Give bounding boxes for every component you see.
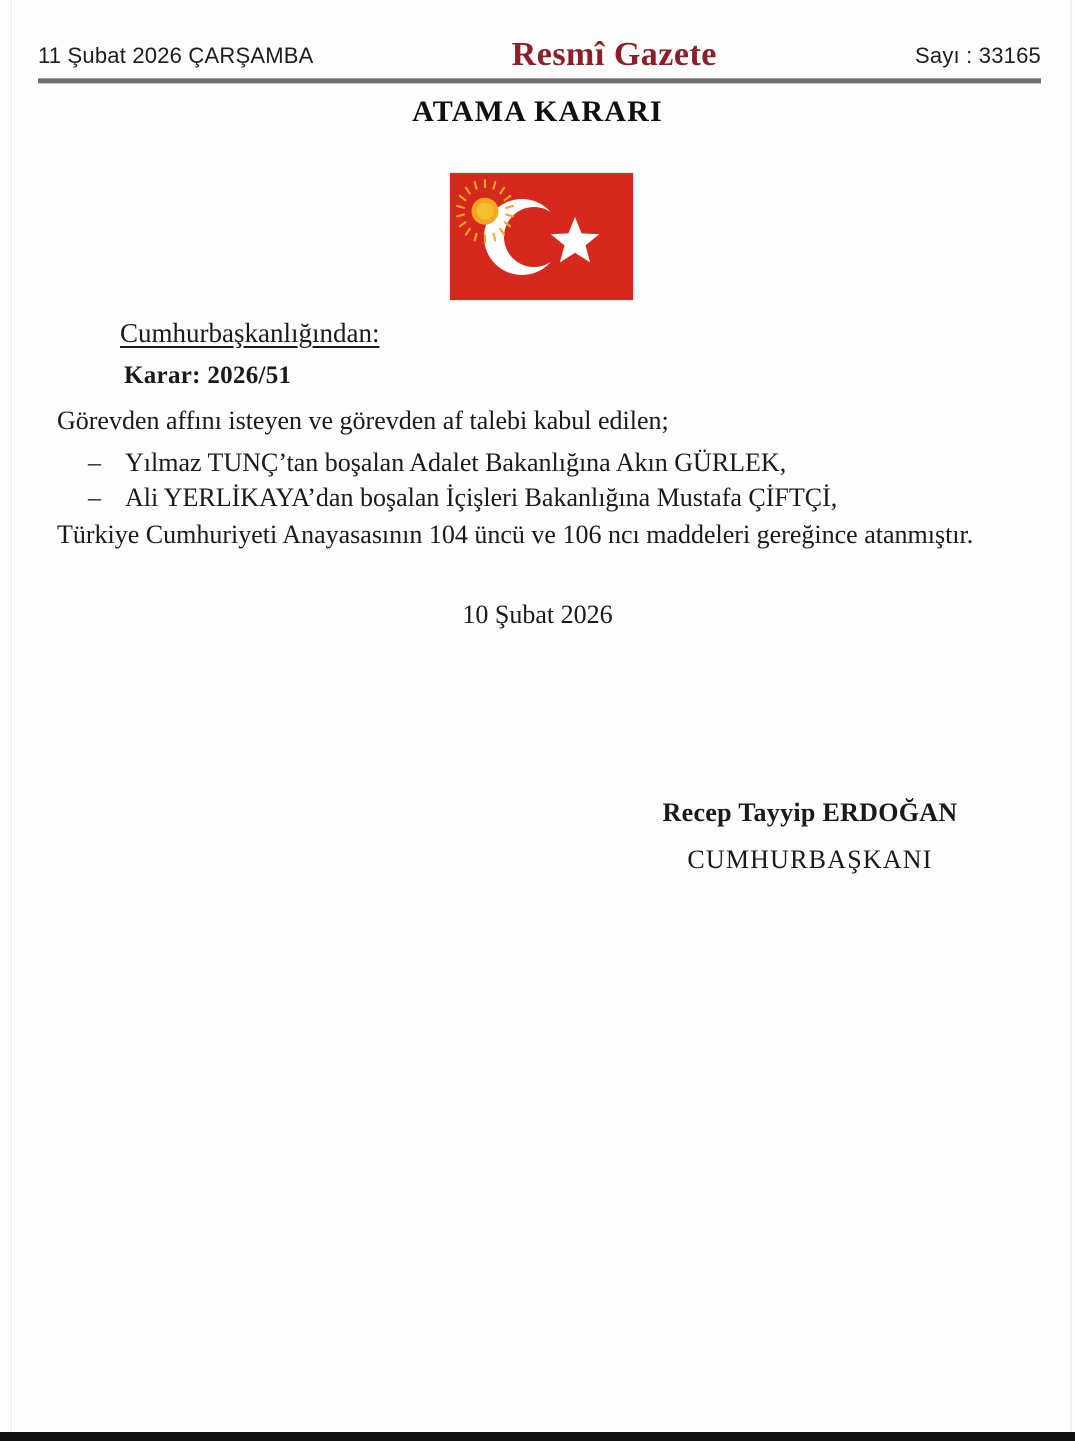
- list-item: [88, 483, 1028, 513]
- intro-paragraph: Görevden affını isteyen ve görevden af talebi kabul edilen;: [57, 406, 669, 435]
- dash-bullet-icon: –: [88, 483, 101, 512]
- appointment-text: Yılmaz TUNÇ’tan boşalan Adalet Bakanlığına Akın GÜRLEK,: [125, 448, 787, 477]
- signatory-name: Recep Tayyip ERDOĞAN: [662, 798, 958, 827]
- closing-paragraph: Türkiye Cumhuriyeti Anayasasının 104 üncü ve 106 ncı maddeleri gereğince atanmıştır.: [57, 520, 974, 549]
- masthead: [38, 34, 1041, 74]
- masthead-title: Resmî Gazete: [511, 36, 717, 73]
- header-divider: [38, 78, 1041, 84]
- masthead-date: 11 Şubat 2026 ÇARŞAMBA: [38, 43, 314, 68]
- page-bottom-bar: [0, 1432, 1075, 1441]
- scan-edge-left: [11, 0, 12, 1432]
- signatory-title: CUMHURBAŞKANI: [687, 845, 933, 874]
- decision-date: 10 Şubat 2026: [462, 600, 613, 629]
- issuing-authority: Cumhurbaşkanlığından:: [120, 318, 380, 348]
- turkish-flag-icon: [450, 173, 633, 300]
- masthead-issue-number: Sayı : 33165: [915, 43, 1041, 68]
- signature-block: [600, 798, 1020, 875]
- dash-bullet-icon: –: [88, 448, 101, 477]
- decision-number: Karar: 2026/51: [124, 362, 292, 389]
- appointment-list: [88, 448, 1028, 518]
- list-item: [88, 448, 1028, 478]
- page-title: ATAMA KARARI: [412, 95, 663, 128]
- scan-edge-right: [1070, 0, 1072, 1432]
- appointment-text: Ali YERLİKAYA’dan boşalan İçişleri Bakanlığına Mustafa ÇİFTÇİ,: [125, 483, 838, 512]
